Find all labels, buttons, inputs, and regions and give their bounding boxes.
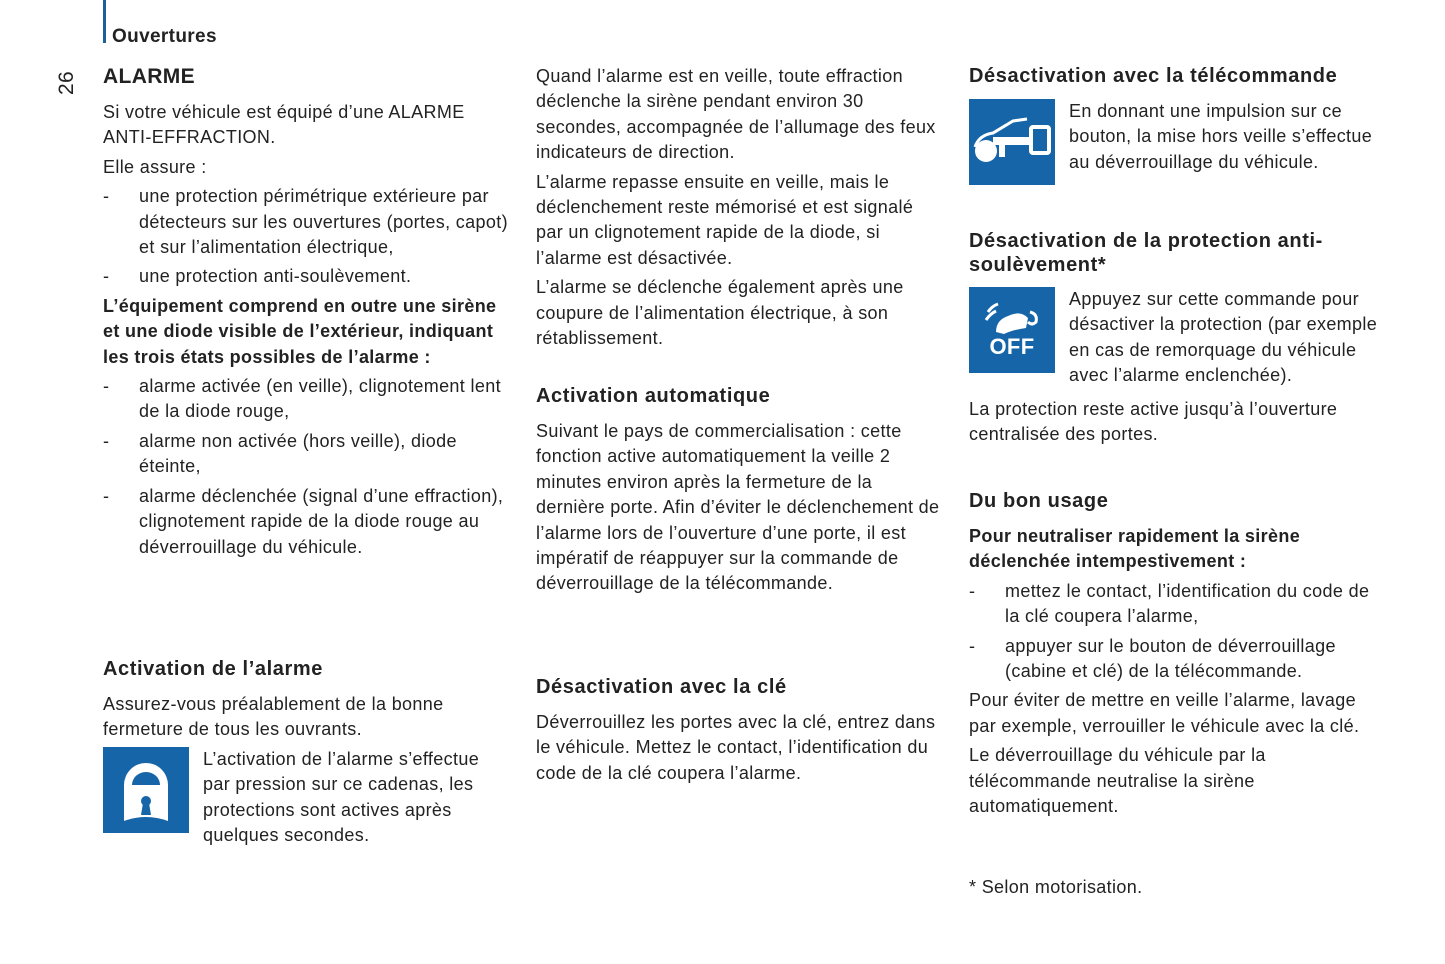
alarm-title: ALARME bbox=[103, 65, 195, 88]
activation-icon-text: L’activation de l’alarme s’effectue par pression sur ce cadenas, les protections sont actives après quelques secondes. bbox=[203, 748, 480, 846]
anti-lift-off-icon bbox=[969, 287, 1055, 373]
header-bar bbox=[103, 0, 106, 43]
alarm-behaviour bbox=[536, 64, 941, 355]
list-item: - alarme activée (en veille), clignotement lent de la diode rouge, bbox=[103, 374, 508, 425]
states-list bbox=[103, 374, 508, 560]
protection-list bbox=[103, 184, 508, 290]
activation-section bbox=[103, 657, 508, 856]
list-item: - une protection périmétrique extérieure par détecteurs sur les ouvertures (portes, capot) et sur l’alimentation électrique, bbox=[103, 184, 508, 260]
alarm-section bbox=[103, 64, 508, 564]
section-title: Ouvertures bbox=[112, 26, 217, 47]
auto-text: Suivant le pays de commercialisation : cette fonction active automatiquement la veille 2 minutes environ après la fermeture de la dernière porte. Afin d’éviter le déclenchement de l’alarme lors de l’ouverture d’une porte, il est impératif de réappuyer sur la commande de déverrouillage de la télécommande. bbox=[536, 421, 940, 594]
usage-list bbox=[969, 579, 1379, 685]
auto-title: Activation automatique bbox=[536, 385, 771, 407]
off-label: OFF bbox=[989, 334, 1035, 359]
remote-unlock-icon bbox=[969, 99, 1055, 185]
page-number: 26 bbox=[55, 70, 78, 96]
list-item: - une protection anti-soulèvement. bbox=[103, 264, 508, 289]
intro: Si votre véhicule est équipé d’une ALARME ANTI-EFFRACTION. bbox=[103, 102, 465, 148]
usage-text-1: Pour éviter de mettre en veille l’alarme, lavage par exemple, verrouiller le véhicule avec la clé. bbox=[969, 690, 1360, 736]
padlock-icon bbox=[103, 747, 189, 833]
remote-title: Désactivation avec la télécommande bbox=[969, 65, 1338, 87]
list-item: - mettez le contact, l’identification du code de la clé coupera l’alarme, bbox=[969, 579, 1379, 630]
list-item: - alarme non activée (hors veille), diode éteinte, bbox=[103, 429, 508, 480]
paragraph: L’alarme repasse ensuite en veille, mais le déclenchement reste mémorisé et est signalé par un clignotement rapide de la diode, si l’alarme est désactivée. bbox=[536, 171, 914, 268]
paragraph: L’alarme se déclenche également après une coupure de l’alimentation électrique, à son rétablissement. bbox=[536, 277, 904, 349]
footnote: * Selon motorisation. bbox=[969, 877, 1143, 897]
assure: Elle assure : bbox=[103, 156, 207, 177]
anti-lift-section bbox=[969, 229, 1379, 451]
usage-title: Du bon usage bbox=[969, 490, 1109, 512]
usage-text-2: Le déverrouillage du véhicule par la télécommande neutralise la sirène automatiquement. bbox=[969, 745, 1266, 817]
paragraph: Quand l’alarme est en veille, toute effraction déclenche la sirène pendant environ 30 secondes, accompagnée de l’allumage des feux indicateurs de direction. bbox=[536, 66, 936, 163]
good-usage-section bbox=[969, 489, 1379, 823]
list-item: - alarme déclenchée (signal d’une effraction), clignotement rapide de la diode rouge au déverrouillage du véhicule. bbox=[103, 484, 508, 560]
anti-text: Appuyez sur cette commande pour désactiver la protection (par exemple en cas de remorquage du véhicule avec l’alarme enclenchée). bbox=[1069, 289, 1378, 386]
activation-text: Assurez-vous préalablement de la bonne fermeture de tous les ouvrants. bbox=[103, 694, 444, 740]
key-text: Déverrouillez les portes avec la clé, entrez dans le véhicule. Mettez le contact, l’identification du code de la clé coupera l’alarme. bbox=[536, 712, 936, 783]
remote-text: En donnant une impulsion sur ce bouton, la mise hors veille s’effectue au déverrouillage du véhicule. bbox=[1069, 101, 1373, 172]
usage-bold: Pour neutraliser rapidement la sirène déclenchée intempestivement : bbox=[969, 526, 1301, 572]
list-item: - appuyer sur le bouton de déverrouillage (cabine et clé) de la télécommande. bbox=[969, 634, 1379, 685]
key-deactivation-section bbox=[536, 675, 941, 790]
anti-title: Désactivation de la protection anti-soulèvement* bbox=[969, 230, 1323, 276]
remote-deactivation-section bbox=[969, 64, 1379, 189]
equipment-note: L’équipement comprend en outre une sirène et une diode visible de l’extérieur, indiquant les trois états possibles de l’alarme : bbox=[103, 295, 497, 367]
anti-text-2: La protection reste active jusqu’à l’ouverture centralisée des portes. bbox=[969, 398, 1338, 445]
key-title: Désactivation avec la clé bbox=[536, 676, 787, 698]
activation-title: Activation de l’alarme bbox=[103, 658, 323, 680]
auto-activation-section bbox=[536, 384, 941, 601]
